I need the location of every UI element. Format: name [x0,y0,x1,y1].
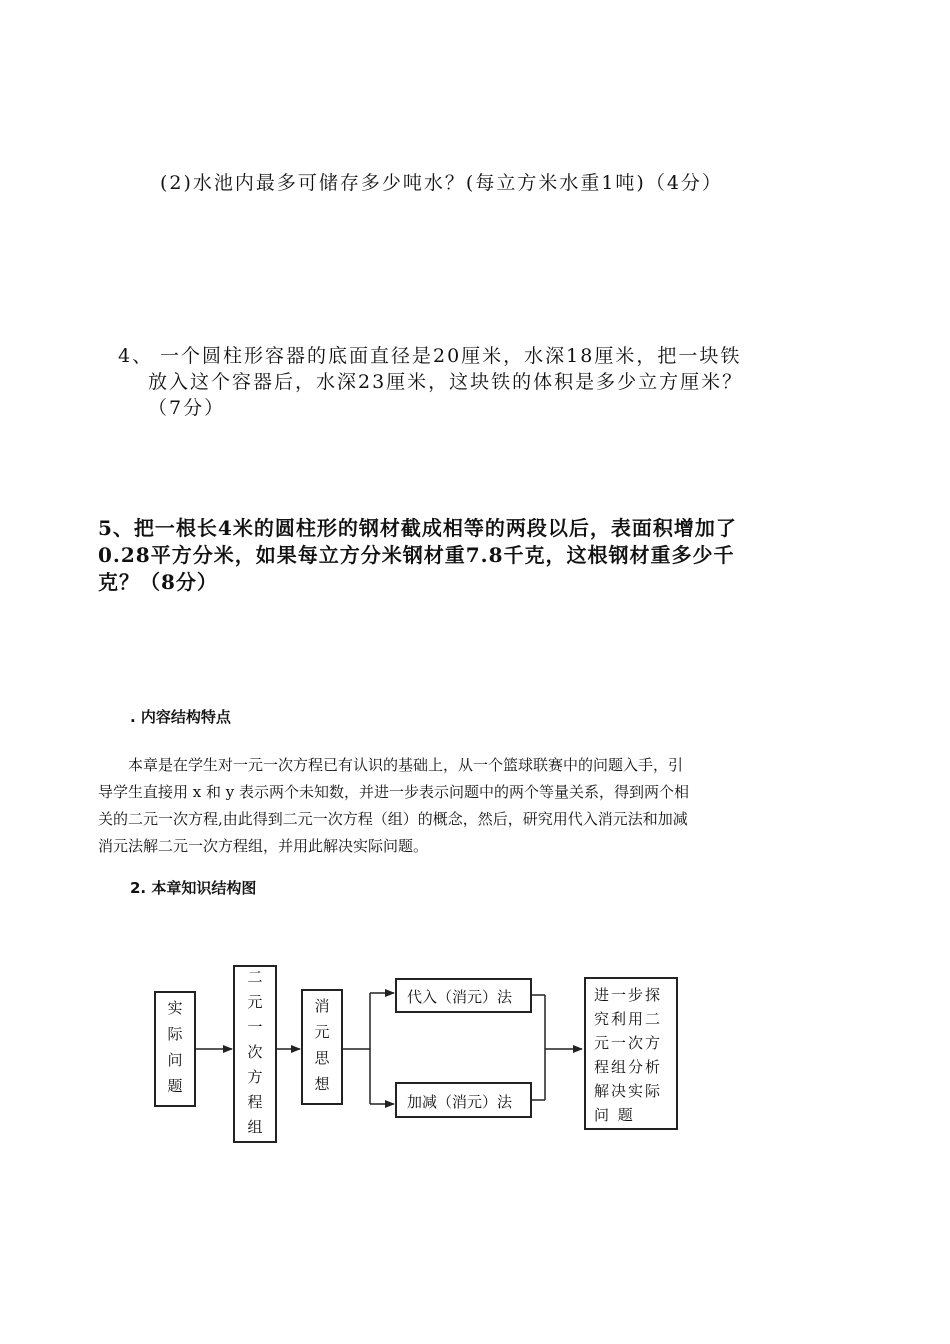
question-5-line-1: 5、把一根长4米的圆柱形的钢材截成相等的两段以后，表面积增加了 [98,516,737,540]
result-line-4: 程组分析 [594,1058,663,1076]
method-2-label: 加减（消元）法 [407,1093,513,1111]
question-4-line-3: （7分） [148,397,226,419]
question-4-line-1: 一个圆柱形容器的底面直径是20厘米，水深18厘米，把一块铁 [160,345,742,367]
box-linear-system [233,965,277,1143]
question-5-line-3: 克？（8分） [98,570,218,594]
box-practical-problem [154,991,196,1107]
box3-char-1: 消 [314,997,330,1015]
result-line-1: 进一步探 [594,986,663,1004]
question-4-line-2: 放入这个容器后，水深23厘米，这块铁的体积是多少立方厘米？ [148,371,744,393]
question-2: (2)水池内最多可储存多少吨水？(每立方米水重1吨)（4分） [160,172,723,194]
question-5-line-2: 0.28平方分米，如果每立方分米钢材重7.8千克，这根钢材重多少千 [98,543,735,567]
box3-char-4: 想 [314,1075,330,1093]
section-2-heading: 2. 本章知识结构图 [130,879,257,897]
paragraph-line-4: 消元法解二元一次方程组，并用此解决实际问题。 [98,837,429,855]
box2-char-7: 组 [247,1118,263,1136]
box1-char-1: 实 [167,999,183,1017]
box-addition-method [395,1082,532,1118]
paragraph-line-3: 关的二元一次方程,由此得到二元一次方程（组）的概念，然后，研究用代入消元法和加减 [98,810,688,828]
section-1-heading: . 内容结构特点 [130,708,231,726]
result-line-2: 究利用二 [594,1010,663,1028]
box2-char-2: 元 [247,993,263,1011]
result-line-6: 问 题 [594,1106,635,1124]
box3-char-2: 元 [314,1023,330,1041]
box2-char-4: 次 [247,1043,263,1061]
result-line-3: 元一次方 [594,1034,663,1052]
box-substitution-method [395,978,532,1013]
question-4-number: 4、 [118,345,154,367]
question-5 [98,515,798,596]
result-line-5: 解决实际 [594,1082,663,1100]
box2-char-5: 方 [247,1068,263,1086]
paragraph-line-1: 本章是在学生对一元一次方程已有认识的基础上，从一个篮球联赛中的问题入手，引 [128,756,684,774]
section-1-paragraph [98,752,778,860]
paragraph-line-2: 导学生直接用 x 和 y 表示两个未知数，并进一步表示问题中的两个等量关系，得到两个相 [98,783,690,801]
box2-char-6: 程 [247,1093,263,1111]
box-further-exploration [584,977,678,1130]
box3-char-3: 思 [314,1049,330,1067]
box1-char-2: 际 [167,1025,183,1043]
box-elimination-idea [301,989,343,1105]
method-1-label: 代入（消元）法 [407,988,513,1006]
box2-char-3: 一 [247,1018,263,1036]
box2-char-1: 二 [247,968,263,986]
box1-char-3: 问 [167,1051,183,1069]
box1-char-4: 题 [167,1077,183,1095]
